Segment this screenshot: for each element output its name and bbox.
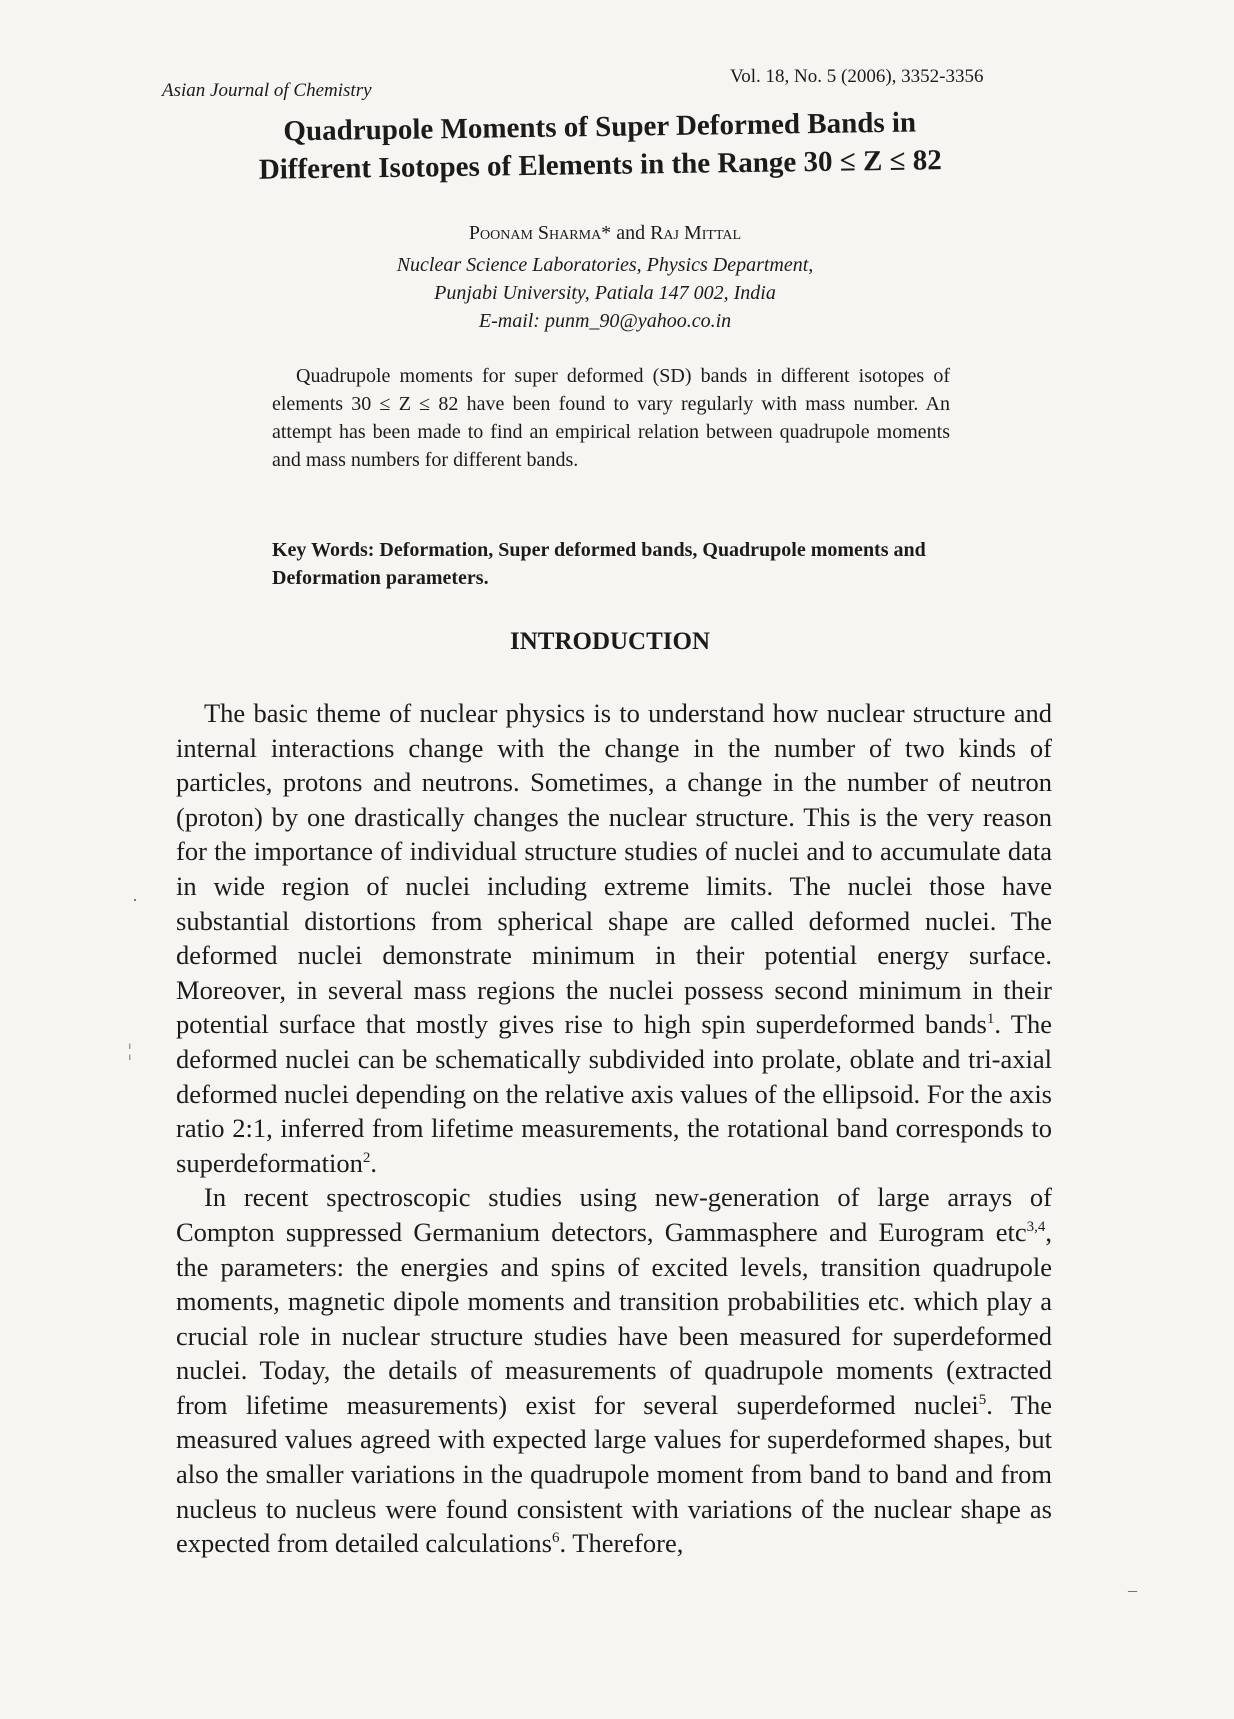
paragraph-1-part-a: The basic theme of nuclear physics is to understand how nuclear structure and internal interactions change with the change in the number of two kinds of particles, protons and neutrons. Sometimes, a change in the number of neutron (proton) by one drastically changes the nuclear structure. This is the very reason for the importance of individual structure studies of nuclei and to accumulate data in wide region of nuclei including extreme limits. The nuclei those have substantial distortions from spherical shape are called deformed nuclei. The deformed nuclei demonstrate minimum in their potential energy surface. Moreover, in several mass regions the nuclei possess second minimum in their potential surface that mostly gives rise to high spin superdeformed bands bbox=[176, 698, 1052, 1040]
scan-mark: – bbox=[1128, 1580, 1137, 1600]
authors bbox=[260, 222, 950, 245]
author-email: E-mail: punm_90@yahoo.co.in bbox=[478, 310, 732, 332]
citation-2: 2 bbox=[362, 1149, 371, 1166]
body-text bbox=[176, 696, 1052, 1561]
paragraph-2-part-a: In recent spectroscopic studies using new-generation of large arrays of Compton suppressed Germanium detectors, Gammasphere and Eurogram etc bbox=[176, 1182, 1052, 1247]
paragraph-1-part-b: . The deformed nuclei can be schematically subdivided into prolate, oblate and tri-axial deformed nuclei depending on the relative axis values of the ellipsoid. For the axis ratio 2:1, inferred from lifetime measurements, the rotational band corresponds to superdeformation bbox=[176, 1009, 1052, 1178]
author-1: Poonam Sharma* bbox=[468, 222, 612, 244]
paragraph-2-part-c: . The measured values agreed with expected large values for superdeformed shapes, but also the smaller variations in the quadrupole moment from band to band and from nucleus to nucleus were found consistent with variations of the nuclear shape as expected from detailed calculations bbox=[176, 1389, 1052, 1559]
affiliation-line-1: Nuclear Science Laboratories, Physics Department, bbox=[396, 254, 814, 276]
abstract-text: Quadrupole moments for super deformed (SD) bands in different isotopes of elements 30 ≤ Z ≤ 82 have been found to vary regularly with mass number. An attempt has been made to find an empirical relation between quadrupole moments and mass numbers for different bands. bbox=[272, 365, 950, 471]
paper-title bbox=[160, 102, 1041, 190]
paragraph-2 bbox=[176, 1180, 1052, 1561]
citation-6: 6 bbox=[551, 1530, 560, 1547]
citation-1: 1 bbox=[986, 1011, 995, 1028]
title-line-1: Quadrupole Moments of Super Deformed Bands in bbox=[283, 106, 917, 148]
abstract bbox=[272, 362, 950, 474]
affiliation bbox=[260, 251, 950, 335]
title-line-2: Different Isotopes of Elements in the Range 30 ≤ Z ≤ 82 bbox=[258, 144, 942, 186]
keywords: Key Words: Deformation, Super deformed bands, Quadrupole moments and Deformation parameters. bbox=[272, 539, 926, 589]
section-heading: INTRODUCTION bbox=[509, 628, 711, 655]
citation-5: 5 bbox=[978, 1392, 987, 1409]
scan-mark: · bbox=[132, 890, 138, 910]
paragraph-2-part-d: . Therefore, bbox=[559, 1528, 684, 1559]
author-2: Raj Mittal bbox=[650, 222, 742, 244]
paragraph-1-part-c: . bbox=[370, 1147, 378, 1178]
paragraph-1 bbox=[176, 696, 1052, 1180]
volume-info: Vol. 18, No. 5 (2006), 3352-3356 bbox=[730, 66, 984, 87]
citation-3-4: 3,4 bbox=[1026, 1219, 1046, 1236]
scan-mark: ¦ bbox=[128, 1040, 132, 1060]
affiliation-line-2: Punjabi University, Patiala 147 002, India bbox=[434, 282, 776, 304]
journal-name: Asian Journal of Chemistry bbox=[162, 80, 372, 101]
paragraph-2-part-b: , the parameters: the energies and spins of excited levels, transition quadrupole moments, magnetic dipole moments and transition probabilities etc. which play a crucial role in nuclear structure studies have been measured for superdeformed nuclei. Today, the details of measurements of quadrupole moments (extracted from lifetime measurements) exist for several superdeformed nuclei bbox=[176, 1216, 1052, 1420]
author-conjunction: and bbox=[611, 222, 651, 244]
